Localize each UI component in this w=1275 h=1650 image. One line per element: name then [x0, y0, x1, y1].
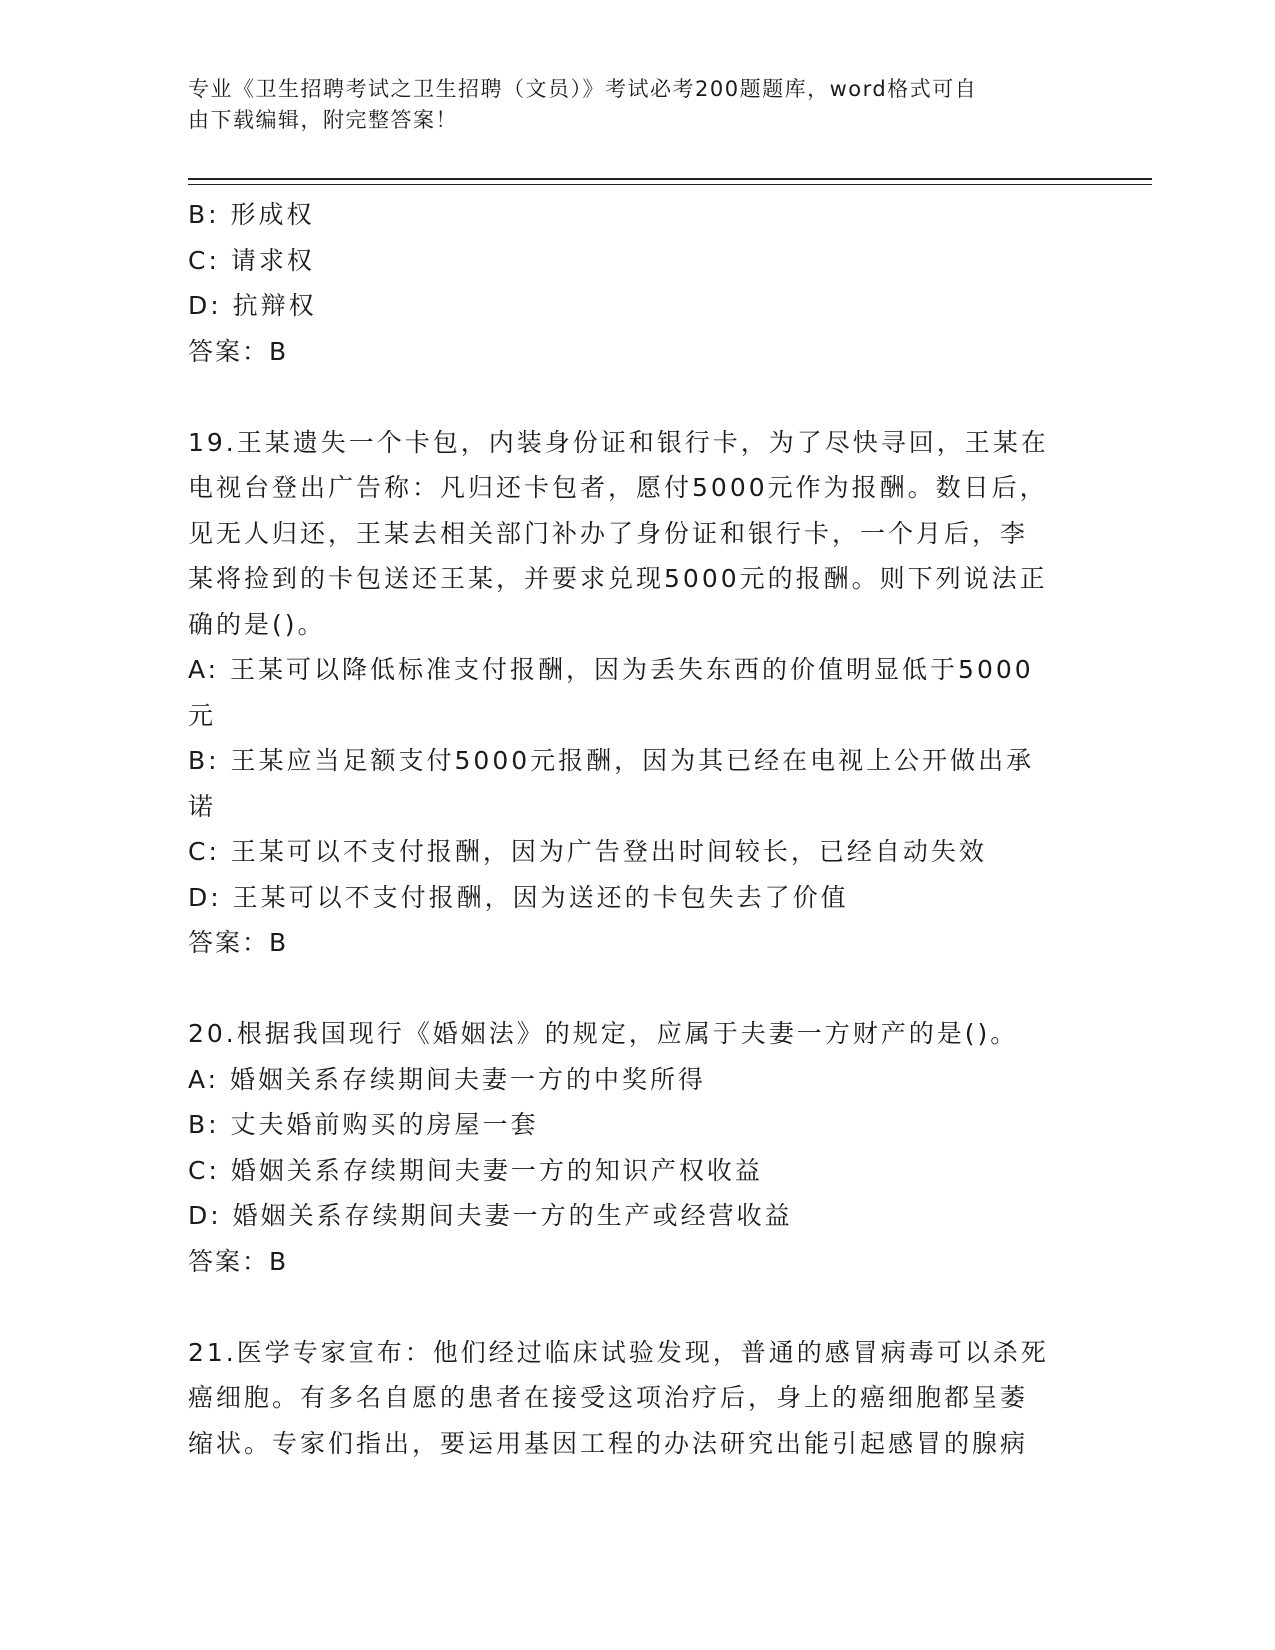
q19-option-b-cont: 诺	[188, 791, 217, 821]
header-rule-thick	[188, 178, 1152, 180]
spacer	[188, 1284, 1088, 1330]
header-rule-thin	[188, 184, 1152, 185]
header-line-2: 由下载编辑，附完整答案！	[188, 108, 458, 132]
q20-stem: 20.根据我国现行《婚姻法》的规定，应属于夫妻一方财产的是()。	[188, 1019, 1019, 1048]
q21-stem-line: 21.医学专家宣布：他们经过临床试验发现，普通的感冒病毒可以杀死	[188, 1337, 1049, 1367]
q20-option-d: D: 婚姻关系存续期间夫妻一方的生产或经营收益	[188, 1201, 793, 1230]
spacer	[188, 374, 1088, 420]
q18-answer: 答案：B	[188, 336, 289, 366]
q19-stem-line: 19.王某遗失一个卡包，内装身份证和银行卡，为了尽快寻回，王某在	[188, 427, 1049, 457]
q19-stem-line: 电视台登出广告称：凡归还卡包者，愿付5000元作为报酬。数日后，	[188, 473, 1048, 502]
q19-stem-line: 某将捡到的卡包送还王某，并要求兑现5000元的报酬。则下列说法正	[188, 564, 1048, 593]
q19-stem-line: 见无人归还，王某去相关部门补办了身份证和银行卡，一个月后，李	[188, 518, 1029, 548]
q20-option-c: C: 婚姻关系存续期间夫妻一方的知识产权收益	[188, 1155, 763, 1185]
q20-option-a: A: 婚姻关系存续期间夫妻一方的中奖所得	[188, 1064, 707, 1094]
q18-option-d: D: 抗辩权	[188, 291, 317, 320]
document-header	[188, 74, 1068, 136]
q18-option-b: B: 形成权	[188, 200, 315, 229]
q19-option-a-cont: 元	[188, 700, 217, 730]
q18-option-c: C: 请求权	[188, 245, 315, 275]
header-line-1: 专业《卫生招聘考试之卫生招聘（文员）》考试必考200题题库，word格式可自	[188, 77, 978, 101]
q19-option-b: B: 王某应当足额支付5000元报酬，因为其已经在电视上公开做出承	[188, 746, 1035, 775]
q20-option-b: B: 丈夫婚前购买的房屋一套	[188, 1110, 539, 1139]
q21-stem-line: 缩状。专家们指出，要运用基因工程的办法研究出能引起感冒的腺病	[188, 1428, 1029, 1458]
spacer	[188, 966, 1088, 1012]
q19-stem-line: 确的是()。	[188, 609, 326, 639]
q21-stem-line: 癌细胞。有多名自愿的患者在接受这项治疗后，身上的癌细胞都呈萎	[188, 1383, 1029, 1412]
q19-answer: 答案：B	[188, 928, 289, 957]
q19-option-c: C: 王某可以不支付报酬，因为广告登出时间较长，已经自动失效	[188, 837, 987, 866]
q19-option-a: A: 王某可以降低标准支付报酬，因为丢失东西的价值明显低于5000	[188, 655, 1034, 684]
document-body	[188, 192, 1088, 1466]
q19-option-d: D: 王某可以不支付报酬，因为送还的卡包失去了价值	[188, 882, 849, 912]
q20-answer: 答案：B	[188, 1246, 289, 1276]
